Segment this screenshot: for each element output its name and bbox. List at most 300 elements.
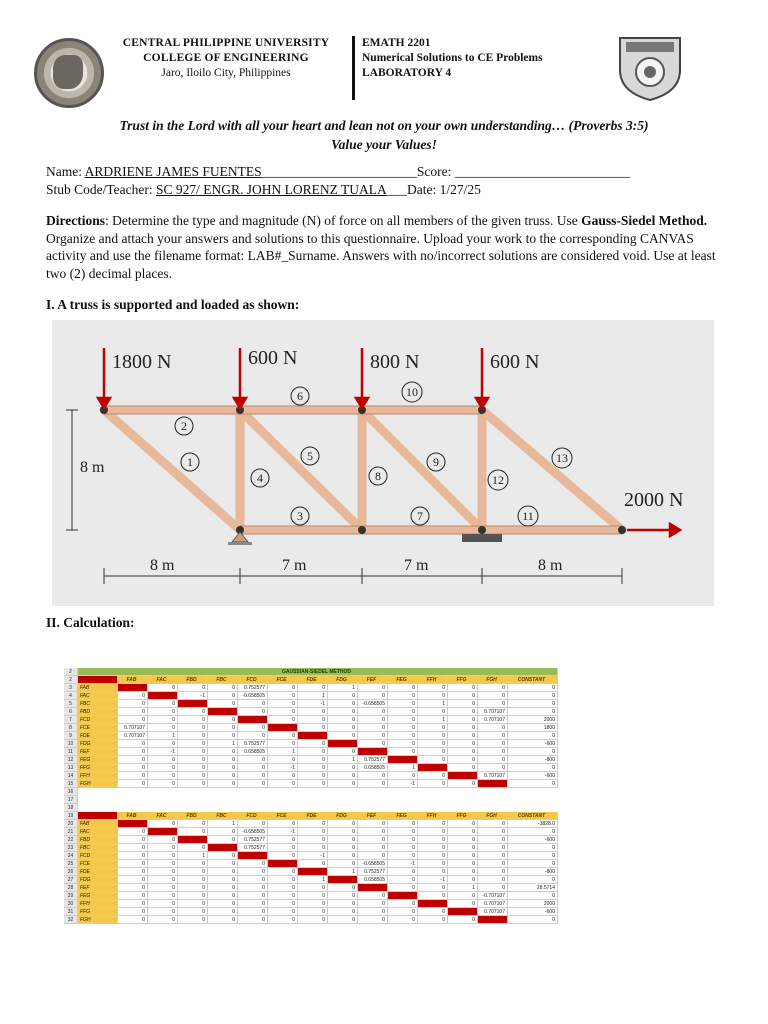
coefficient-cell: 0	[298, 772, 328, 780]
row-number: 4	[64, 692, 78, 700]
coefficient-cell: 0	[358, 780, 388, 788]
coefficient-cell: 0.658505	[358, 764, 388, 772]
coefficient-cell: 0	[358, 716, 388, 724]
row-label: FFG	[78, 908, 118, 916]
coefficient-cell: 0	[298, 892, 328, 900]
coefficient-cell: 0	[388, 916, 418, 924]
coefficient-cell: 0	[238, 764, 268, 772]
coefficient-cell	[448, 772, 478, 780]
coefficient-cell	[328, 740, 358, 748]
coefficient-cell: 0	[448, 716, 478, 724]
section-2-heading: II. Calculation:	[46, 615, 135, 630]
coefficient-cell: 1	[298, 876, 328, 884]
coefficient-cell: -1	[268, 828, 298, 836]
column-header: FAC	[148, 812, 178, 820]
coefficient-cell: 0	[178, 916, 208, 924]
coefficient-cell: 0	[148, 756, 178, 764]
coefficient-cell: 0	[418, 684, 448, 692]
directions-method: Gauss-Siedel Method.	[581, 213, 708, 228]
coefficient-cell: 0	[388, 716, 418, 724]
coefficient-cell: 0	[238, 708, 268, 716]
coefficient-cell	[268, 724, 298, 732]
row-label: FEF	[78, 748, 118, 756]
sheet-data-row	[64, 772, 558, 780]
coefficient-cell: 0	[268, 772, 298, 780]
coefficient-cell: 0	[118, 900, 148, 908]
coefficient-cell: 0	[298, 820, 328, 828]
column-header: FDE	[298, 676, 328, 684]
row-number: 10	[64, 740, 78, 748]
coefficient-cell: 0	[418, 844, 448, 852]
name-row	[46, 163, 630, 181]
coefficient-cell: 0	[358, 772, 388, 780]
coefficient-cell: 0	[358, 740, 388, 748]
coefficient-cell: 0	[418, 860, 448, 868]
coefficient-cell: 0.752577	[358, 868, 388, 876]
row-number: 8	[64, 724, 78, 732]
coefficient-cell: 0	[478, 764, 508, 772]
sheet-blank-row	[64, 804, 558, 812]
svg-text:12: 12	[492, 473, 504, 487]
coefficient-cell: 0	[178, 780, 208, 788]
address: Jaro, Iloilo City, Philippines	[161, 67, 291, 79]
coefficient-cell	[388, 892, 418, 900]
row-label: FFG	[78, 764, 118, 772]
constant-cell: 2000	[508, 900, 558, 908]
sheet-data-row	[64, 700, 558, 708]
coefficient-cell: 0	[298, 908, 328, 916]
coefficient-cell: 0	[178, 708, 208, 716]
coefficient-cell: -0.658505	[358, 700, 388, 708]
row-label: FEG	[78, 756, 118, 764]
coefficient-cell: 0.707107	[478, 708, 508, 716]
sheet-data-row	[64, 868, 558, 876]
sheet-data-row	[64, 724, 558, 732]
coefficient-cell: 0	[148, 860, 178, 868]
coefficient-cell: 0	[238, 884, 268, 892]
column-header: FAB	[118, 676, 148, 684]
coefficient-cell	[448, 908, 478, 916]
row-number: 25	[64, 860, 78, 868]
svg-text:7: 7	[417, 509, 423, 523]
coefficient-cell: 0	[118, 772, 148, 780]
row-number: 11	[64, 748, 78, 756]
coefficient-cell: 0	[388, 868, 418, 876]
coefficient-cell: 0	[238, 732, 268, 740]
coefficient-cell: 0	[208, 684, 238, 692]
lab-number: LABORATORY 4	[362, 67, 452, 79]
coefficient-cell: 0	[148, 876, 178, 884]
coefficient-cell: 0	[208, 860, 238, 868]
coefficient-cell: 1	[178, 852, 208, 860]
coefficient-cell: 0	[148, 716, 178, 724]
coefficient-cell: 0.707107	[118, 724, 148, 732]
row-number: 30	[64, 900, 78, 908]
coefficient-cell: 0	[238, 860, 268, 868]
coefficient-cell: 0	[298, 684, 328, 692]
coefficient-cell: 0	[358, 724, 388, 732]
coefficient-cell: 0	[208, 916, 238, 924]
coefficient-cell: 0	[448, 780, 478, 788]
coefficient-cell: 0	[298, 724, 328, 732]
column-header: FEG	[388, 812, 418, 820]
svg-text:2: 2	[181, 419, 187, 433]
constant-cell: -800	[508, 868, 558, 876]
sheet-data-row	[64, 844, 558, 852]
row-label: FCE	[78, 724, 118, 732]
coefficient-cell: 0	[268, 884, 298, 892]
coefficient-cell: 0	[298, 764, 328, 772]
coefficient-cell: 0	[448, 828, 478, 836]
coefficient-cell: 0	[358, 836, 388, 844]
coefficient-cell: 0	[208, 892, 238, 900]
coefficient-cell: 0	[418, 884, 448, 892]
coefficient-cell	[238, 852, 268, 860]
coefficient-cell: 0	[148, 740, 178, 748]
row-label: FCD	[78, 852, 118, 860]
truss-figure	[52, 320, 714, 606]
coefficient-cell: 0	[148, 708, 178, 716]
svg-text:13: 13	[556, 451, 568, 465]
coefficient-cell: 0	[208, 828, 238, 836]
sheet-blank-row	[64, 796, 558, 804]
coefficient-cell: 0	[328, 732, 358, 740]
university-seal-icon	[34, 38, 104, 108]
coefficient-cell: 0	[148, 836, 178, 844]
coefficient-cell: 0	[418, 836, 448, 844]
coefficient-cell: 0	[328, 892, 358, 900]
stub-value: SC 927/ ENGR. JOHN LORENZ TUALA	[156, 182, 387, 197]
coefficient-cell: 0	[298, 900, 328, 908]
coefficient-cell: 0	[358, 900, 388, 908]
coefficient-cell: 0	[448, 836, 478, 844]
load-label-3: 800 N	[370, 351, 420, 373]
header-corner	[78, 676, 118, 684]
column-header: FFG	[448, 676, 478, 684]
coefficient-cell: 0	[388, 748, 418, 756]
sheet-header-row	[64, 676, 558, 684]
coefficient-cell: 0	[448, 900, 478, 908]
coefficient-cell: 0	[448, 764, 478, 772]
coefficient-cell: 0	[178, 716, 208, 724]
column-header: FGH	[478, 676, 508, 684]
constant-cell: -3828.0	[508, 820, 558, 828]
row-label: FDE	[78, 868, 118, 876]
row-number: 21	[64, 828, 78, 836]
coefficient-cell: 0	[358, 844, 388, 852]
coefficient-cell: 1	[388, 764, 418, 772]
coefficient-cell: 0	[448, 724, 478, 732]
constant-cell: 0	[508, 732, 558, 740]
sheet-data-row	[64, 780, 558, 788]
span-label-4: 8 m	[538, 557, 563, 574]
coefficient-cell: 0	[268, 740, 298, 748]
coefficient-cell: 0	[448, 684, 478, 692]
coefficient-cell	[298, 868, 328, 876]
header-corner	[78, 812, 118, 820]
coefficient-cell: 0	[328, 860, 358, 868]
coefficient-cell	[208, 844, 238, 852]
coefficient-cell: 0	[418, 724, 448, 732]
coefficient-cell: 0	[448, 892, 478, 900]
coefficient-cell	[478, 780, 508, 788]
coefficient-cell: 0	[178, 724, 208, 732]
column-header: FDG	[328, 676, 358, 684]
coefficient-cell: 0	[448, 740, 478, 748]
coefficient-cell: 0	[388, 700, 418, 708]
coefficient-cell: 0.707107	[478, 908, 508, 916]
load-label-4: 600 N	[490, 351, 540, 373]
row-number: 5	[64, 700, 78, 708]
coefficient-cell: 0	[118, 852, 148, 860]
coefficient-cell: 0	[118, 748, 148, 756]
row-number: 15	[64, 780, 78, 788]
span-label-3: 7 m	[404, 557, 429, 574]
coefficient-cell: 0	[178, 900, 208, 908]
constant-cell: 0	[508, 684, 558, 692]
coefficient-cell: 0	[148, 900, 178, 908]
row-label: FEG	[78, 892, 118, 900]
sheet-data-row	[64, 708, 558, 716]
institution-block	[108, 36, 344, 81]
member-label-12	[488, 470, 508, 490]
row-label: FFH	[78, 772, 118, 780]
row-label: FCD	[78, 716, 118, 724]
coefficient-cell: 0	[118, 700, 148, 708]
coefficient-cell: 0	[478, 876, 508, 884]
coefficient-cell: 0	[178, 732, 208, 740]
coefficient-cell	[418, 764, 448, 772]
coefficient-cell: -1	[388, 860, 418, 868]
coefficient-cell: 0	[208, 908, 238, 916]
row-number: 17	[64, 796, 78, 804]
sheet-data-row	[64, 740, 558, 748]
coefficient-cell: 0	[208, 692, 238, 700]
constant-cell: 0	[508, 876, 558, 884]
svg-text:5: 5	[307, 449, 313, 463]
coefficient-cell: 0	[238, 876, 268, 884]
coefficient-cell: 0	[388, 692, 418, 700]
coefficient-cell: 0	[388, 740, 418, 748]
coefficient-cell: 0	[358, 908, 388, 916]
coefficient-cell: 0	[478, 684, 508, 692]
directions-text-1: : Determine the type and magnitude (N) of force on all members of the given truss. Use	[105, 213, 582, 228]
row-number: 13	[64, 764, 78, 772]
sheet-data-row	[64, 836, 558, 844]
course-block	[362, 36, 543, 81]
coefficient-cell: 0.707107	[478, 716, 508, 724]
coefficient-cell: -1	[268, 764, 298, 772]
coefficient-cell: 0	[448, 756, 478, 764]
column-header: FFG	[448, 812, 478, 820]
column-header: FAB	[118, 812, 148, 820]
member-label-9	[427, 453, 445, 471]
row-label: FGH	[78, 916, 118, 924]
sheet-data-row	[64, 732, 558, 740]
column-header: FAC	[148, 676, 178, 684]
coefficient-cell: 0	[238, 868, 268, 876]
coefficient-cell: 0	[448, 868, 478, 876]
coefficient-cell: 0	[328, 692, 358, 700]
coefficient-cell: 0	[418, 892, 448, 900]
coefficient-cell: 0	[478, 740, 508, 748]
coefficient-cell	[328, 876, 358, 884]
coefficient-cell: 0	[208, 756, 238, 764]
column-header: FEF	[358, 812, 388, 820]
constant-header: CONSTANT	[508, 676, 558, 684]
column-header: FCD	[238, 812, 268, 820]
name-value: ARDRIENE JAMES FUENTES	[84, 164, 262, 179]
column-header: FEG	[388, 676, 418, 684]
coefficient-cell: 1	[208, 820, 238, 828]
constant-cell: 0	[508, 764, 558, 772]
constant-cell: -600	[508, 836, 558, 844]
constant-cell: -600	[508, 772, 558, 780]
coefficient-cell: 0	[118, 916, 148, 924]
coefficient-cell: 0	[118, 708, 148, 716]
coefficient-cell: 0	[268, 900, 298, 908]
coefficient-cell: 0	[298, 780, 328, 788]
coefficient-cell	[178, 700, 208, 708]
row-label: FDG	[78, 740, 118, 748]
coefficient-cell: 0	[148, 684, 178, 692]
constant-cell: 0	[508, 916, 558, 924]
coefficient-cell: 1	[328, 684, 358, 692]
coefficient-cell: 0	[118, 780, 148, 788]
coefficient-cell: -1	[298, 700, 328, 708]
coefficient-cell: 0	[478, 820, 508, 828]
sheet-data-row	[64, 876, 558, 884]
coefficient-cell: 0	[268, 684, 298, 692]
sheet-data-row	[64, 684, 558, 692]
constant-cell: 1800	[508, 724, 558, 732]
name-label: Name:	[46, 164, 85, 179]
coefficient-cell: 0	[418, 748, 448, 756]
coefficient-cell: 1	[448, 884, 478, 892]
coefficient-cell: 0	[148, 700, 178, 708]
coefficient-cell: 0	[418, 708, 448, 716]
constant-cell: 0	[508, 860, 558, 868]
row-number: 23	[64, 844, 78, 852]
coefficient-cell: 0.752577	[238, 844, 268, 852]
coefficient-cell: 0	[148, 772, 178, 780]
coefficient-cell	[358, 748, 388, 756]
coefficient-cell: 0	[298, 844, 328, 852]
coefficient-cell: 0.752577	[238, 836, 268, 844]
coefficient-cell: 0	[298, 748, 328, 756]
coefficient-cell: 0	[358, 916, 388, 924]
coefficient-cell: 0	[328, 700, 358, 708]
sheet-data-row	[64, 900, 558, 908]
coefficient-cell: 0	[388, 724, 418, 732]
coefficient-cell: 0	[268, 852, 298, 860]
sheet-data-row	[64, 884, 558, 892]
constant-cell: -600	[508, 908, 558, 916]
coefficient-cell: 0	[418, 780, 448, 788]
svg-text:11: 11	[522, 509, 534, 523]
coefficient-cell: 0	[208, 700, 238, 708]
college-name: COLLEGE OF ENGINEERING	[143, 52, 309, 64]
svg-text:10: 10	[406, 385, 418, 399]
coefficient-cell: 0	[418, 740, 448, 748]
coefficient-cell: 0	[178, 908, 208, 916]
row-number: 3	[64, 684, 78, 692]
coefficient-cell	[298, 732, 328, 740]
coefficient-cell: 0	[418, 868, 448, 876]
coefficient-cell: 0	[298, 716, 328, 724]
coefficient-cell: 0	[238, 700, 268, 708]
coefficient-cell: 0	[298, 884, 328, 892]
member-label-6	[291, 387, 309, 405]
constant-cell: 2000	[508, 716, 558, 724]
coefficient-cell: 1	[328, 868, 358, 876]
coefficient-cell: 0.658505	[238, 748, 268, 756]
svg-text:1: 1	[187, 455, 193, 469]
coefficient-cell: 0	[268, 820, 298, 828]
row-number: 2	[64, 676, 78, 684]
coefficient-cell: 0	[358, 852, 388, 860]
member-label-2	[175, 417, 193, 435]
coefficient-cell: 0	[328, 724, 358, 732]
coefficient-cell: 0	[328, 708, 358, 716]
row-label: FBD	[78, 708, 118, 716]
coefficient-cell: 0	[298, 860, 328, 868]
coefficient-cell: 0	[328, 780, 358, 788]
coefficient-cell: 0	[388, 908, 418, 916]
coefficient-cell: 0	[208, 780, 238, 788]
coefficient-cell: 0	[298, 916, 328, 924]
directions-label: Directions	[46, 213, 105, 228]
coefficient-cell: -1	[418, 876, 448, 884]
coefficient-cell: 0	[208, 868, 238, 876]
svg-text:4: 4	[257, 471, 263, 485]
svg-text:9: 9	[433, 455, 439, 469]
coefficient-cell	[118, 820, 148, 828]
coefficient-cell: 1	[268, 748, 298, 756]
coefficient-cell: 0	[478, 724, 508, 732]
coefficient-cell: 0	[448, 732, 478, 740]
coefficient-cell: 0	[118, 908, 148, 916]
coefficient-cell: 0	[328, 764, 358, 772]
coefficient-cell: 0	[238, 916, 268, 924]
coefficient-cell: 0	[418, 732, 448, 740]
coefficient-cell: 0	[268, 732, 298, 740]
sheet-data-row	[64, 908, 558, 916]
coefficient-cell: 0	[208, 836, 238, 844]
coefficient-cell: 0	[478, 860, 508, 868]
coefficient-cell: 0.707107	[478, 900, 508, 908]
coefficient-cell: 0	[478, 852, 508, 860]
coefficient-cell: 0	[388, 844, 418, 852]
coefficient-cell: 0	[418, 820, 448, 828]
sheet-data-row	[64, 756, 558, 764]
coefficient-cell: 0	[268, 836, 298, 844]
coefficient-cell: 0	[148, 844, 178, 852]
row-label: FEF	[78, 884, 118, 892]
row-number: 28	[64, 884, 78, 892]
coefficient-cell: 0	[268, 692, 298, 700]
stub-label: Stub Code/Teacher:	[46, 182, 157, 197]
coefficient-cell: 0	[148, 780, 178, 788]
coefficient-cell: 0	[118, 884, 148, 892]
coefficient-cell: -1	[148, 748, 178, 756]
member-label-1	[181, 453, 199, 471]
row-number: 14	[64, 772, 78, 780]
column-header: FFH	[418, 812, 448, 820]
coefficient-cell: 0	[478, 732, 508, 740]
coefficient-cell: 0	[208, 900, 238, 908]
coefficient-cell: 0	[178, 740, 208, 748]
